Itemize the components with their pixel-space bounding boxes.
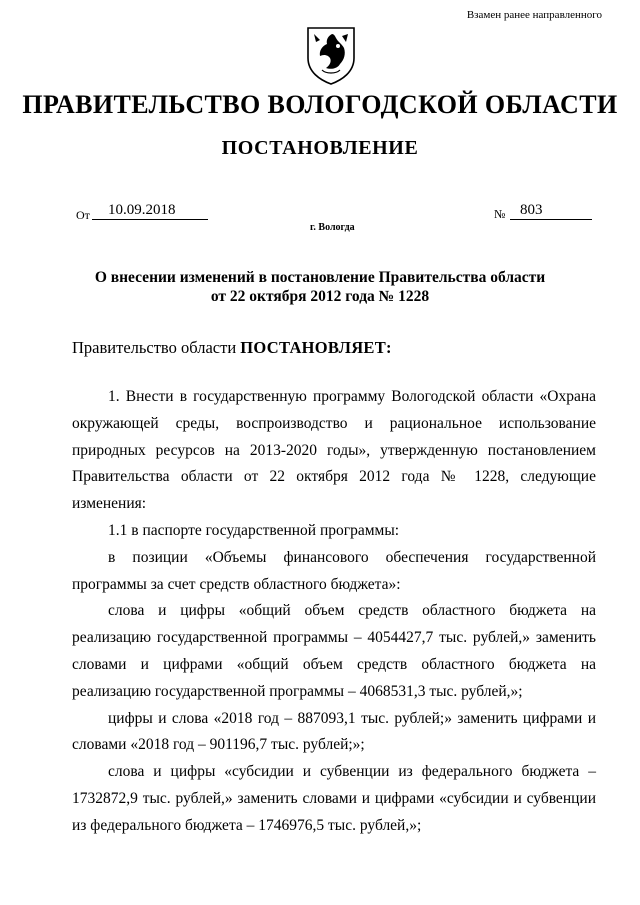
paragraph: в позиции «Объемы финансового обеспечения государственной программы за счет средств областного бюджета»: bbox=[72, 548, 596, 593]
paragraph: 1. Внести в государственную программу Вологодской области «Охрана окружающей среды, воспроизводство и рациональное использование природных ресурсов на 2013-2020 годы», утвержденную постановлением Правительства области от 22 октября 2012 года № 1228, следующие изменения: bbox=[72, 388, 596, 513]
preamble-bold: ПОСТАНОВЛЯЕТ: bbox=[240, 338, 392, 357]
subject-line-1: О внесении изменений в постановление Правительства области bbox=[94, 269, 546, 286]
document-date: 10.09.2018 bbox=[92, 202, 208, 220]
document-type: ПОСТАНОВЛЕНИЕ bbox=[221, 137, 419, 159]
document-number: 803 bbox=[510, 202, 592, 220]
preamble-text: Правительство области bbox=[72, 338, 237, 357]
paragraph: слова и цифры «субсидии и субвенции из федерального бюджета – 1732872,9 тыс. рублей,» заменить словами и цифрами «субсидии и субвенции из федерального бюджета – 1746976,5 тыс. рублей,»; bbox=[72, 763, 596, 834]
number-label: № bbox=[494, 207, 506, 221]
preamble bbox=[72, 338, 392, 358]
paragraph: цифры и слова «2018 год – 887093,1 тыс. рублей;» заменить цифрами и словами «2018 год – 901196,7 тыс. рублей;»; bbox=[72, 709, 596, 754]
paragraph: 1.1 в паспорте государственной программы: bbox=[108, 521, 400, 539]
document-subject bbox=[60, 268, 580, 306]
city-name: г. Вологда bbox=[310, 222, 355, 233]
coat-of-arms-icon bbox=[302, 24, 360, 86]
document-body bbox=[72, 384, 596, 840]
subject-line-2: от 22 октября 2012 года № 1228 bbox=[210, 288, 430, 305]
date-label: От bbox=[76, 208, 90, 222]
replacement-note: Взамен ранее направленного bbox=[466, 9, 602, 21]
paragraph: слова и цифры «общий объем средств областного бюджета на реализацию государственной программы – 4054427,7 тыс. рублей,» заменить словами и цифрами «общий объем средств областного бюджета на реализацию государственной программы – 4068531,3 тыс. рублей,»; bbox=[72, 602, 596, 700]
government-title: ПРАВИТЕЛЬСТВО ВОЛОГОДСКОЙ ОБЛАСТИ bbox=[22, 90, 618, 119]
